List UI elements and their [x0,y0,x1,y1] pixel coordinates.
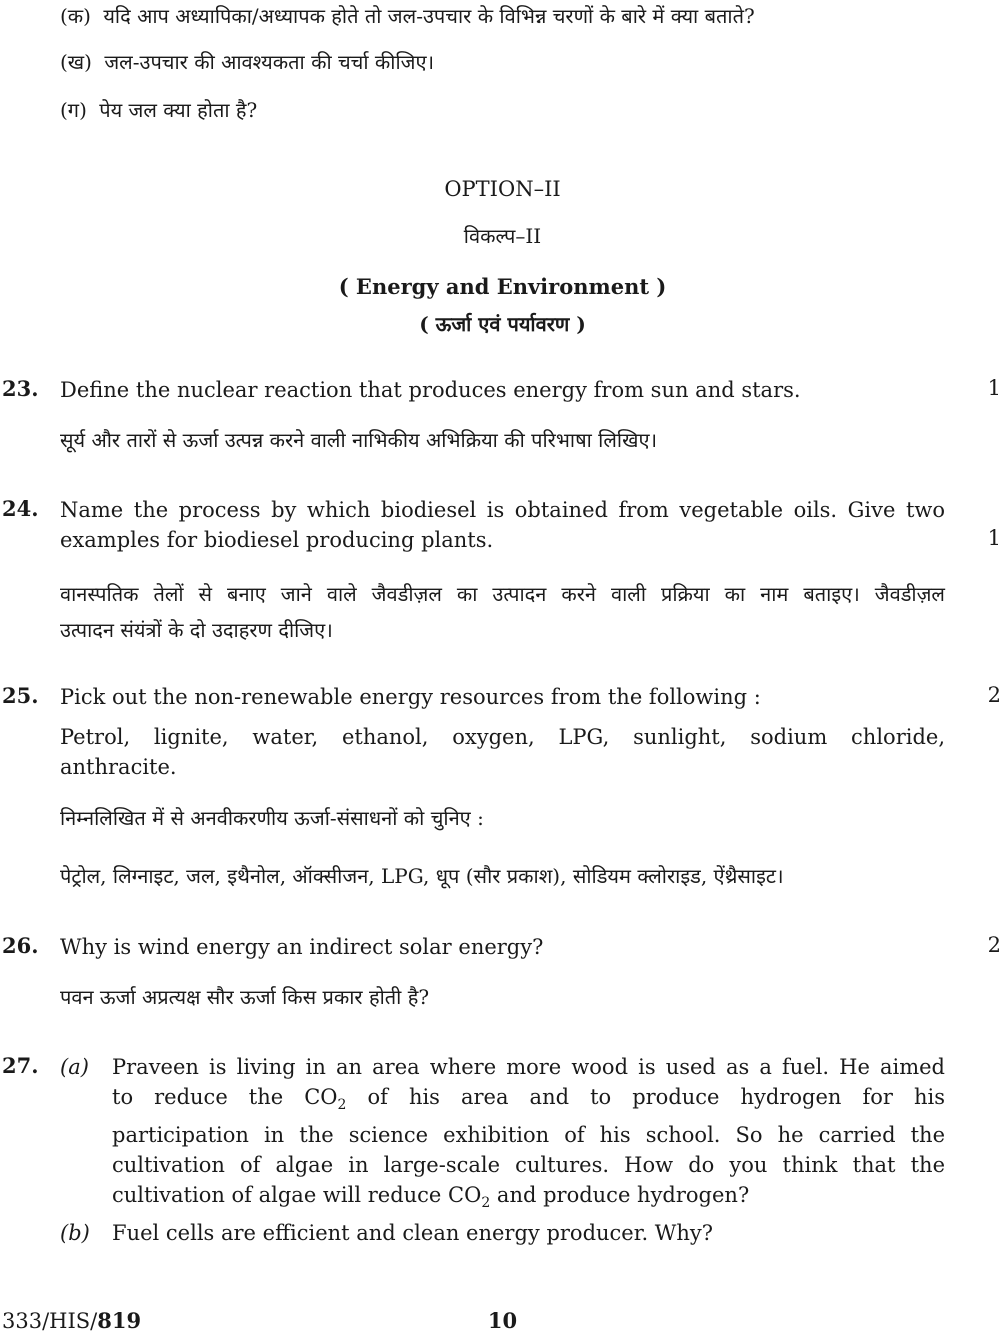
part-text: यदि आप अध्यापिका/अध्यापक होते तो जल-उपचार के विभिन्न चरणों के बारे में क्या बताते? [103,4,755,28]
question-25-list-hi: पेट्रोल, लिग्नाइट, जल, इथैनोल, ऑक्सीजन, LPG, धूप (सौर प्रकाश), सोडियम क्लोराइड, ऐंथ्रैसाइट। [60,864,784,888]
question-27-part-a-label: (a) [60,1055,89,1079]
question-22-part-ga [60,96,257,124]
text-line: examples for biodiesel producing plants. [60,528,494,552]
question-22-part-ka [60,2,755,30]
question-number: 26. [2,933,39,958]
text-line [112,1082,945,1120]
text-fragment: of his area and to produce hydrogen for his [346,1085,945,1109]
text-line: वानस्पतिक तेलों से बनाए जाने वाले जैवडीज़ल का उत्पादन करने वाली प्रक्रिया का नाम बताइए। जैवडीज़ल [60,582,945,606]
question-25-marks: 2 [987,683,1001,707]
question-number: 24. [2,496,39,521]
text-line: participation in the science exhibition of his school. So he carried the [112,1123,945,1147]
question-23-marks: 1 [987,376,1001,400]
part-label: (ग) [60,98,87,122]
text-fragment: to reduce the CO [112,1085,338,1109]
part-label: (ख) [60,50,92,74]
text-fragment: cultivation of algae will reduce CO [112,1183,482,1207]
part-label: (क) [60,4,91,28]
question-24-marks: 1 [987,526,1001,550]
option-title-en: OPTION–II [444,177,561,201]
question-number: 27. [2,1053,39,1078]
text-line [112,1180,945,1218]
question-27-part-b-label: (b) [60,1221,90,1245]
subscript: 2 [481,1195,491,1211]
section-subject-hi: ( ऊर्जा एवं पर्यावरण ) [419,312,586,336]
question-23-text-hi: सूर्य और तारों से ऊर्जा उत्पन्न करने वाली नाभिकीय अभिक्रिया की परिभाषा लिखिए। [60,428,658,452]
question-24-text-en [60,495,945,555]
question-26-text-en: Why is wind energy an indirect solar energy? [60,935,544,959]
subscript: 2 [337,1097,347,1113]
option-title-hi: विकल्प–II [463,224,542,248]
question-25-text-en: Pick out the non-renewable energy resources from the following : [60,685,761,709]
part-text: पेय जल क्या होता है? [99,98,258,122]
page-number: 10 [487,1308,518,1333]
question-25-list-en [60,722,945,782]
text-line: cultivation of algae in large-scale cultures. How do you think that the [112,1153,945,1177]
text-line: Praveen is living in an area where more wood is used as a fuel. He aimed [112,1055,945,1079]
part-text: जल-उपचार की आवश्यकता की चर्चा कीजिए। [104,50,435,74]
question-22-part-kha [60,48,434,76]
question-number: 23. [2,376,39,401]
question-23-text-en: Define the nuclear reaction that produces energy from sun and stars. [60,378,801,402]
question-26-text-hi: पवन ऊर्जा अप्रत्यक्ष सौर ऊर्जा किस प्रकार होती है? [60,985,430,1009]
question-25-text-hi: निम्नलिखित में से अनवीकरणीय ऊर्जा-संसाधनों को चुनिए : [60,806,484,830]
text-line: Name the process by which biodiesel is obtained from vegetable oils. Give two [60,498,945,522]
text-fragment: and produce hydrogen? [490,1183,750,1207]
question-number: 25. [2,683,39,708]
paper-code-number: 819 [97,1308,142,1333]
paper-code-prefix: 333/HIS/ [2,1309,98,1333]
section-subject-en: ( Energy and Environment ) [338,274,667,299]
question-27-part-b-text: Fuel cells are efficient and clean energy producer. Why? [112,1221,714,1245]
text-line: उत्पादन संयंत्रों के दो उदाहरण दीजिए। [60,618,333,642]
question-24-text-hi [60,576,945,648]
question-27-part-a-text [112,1052,945,1218]
text-line: Petrol, lignite, water, ethanol, oxygen, LPG, sunlight, sodium chloride, [60,725,945,749]
text-line: anthracite. [60,755,177,779]
question-26-marks: 2 [987,933,1001,957]
